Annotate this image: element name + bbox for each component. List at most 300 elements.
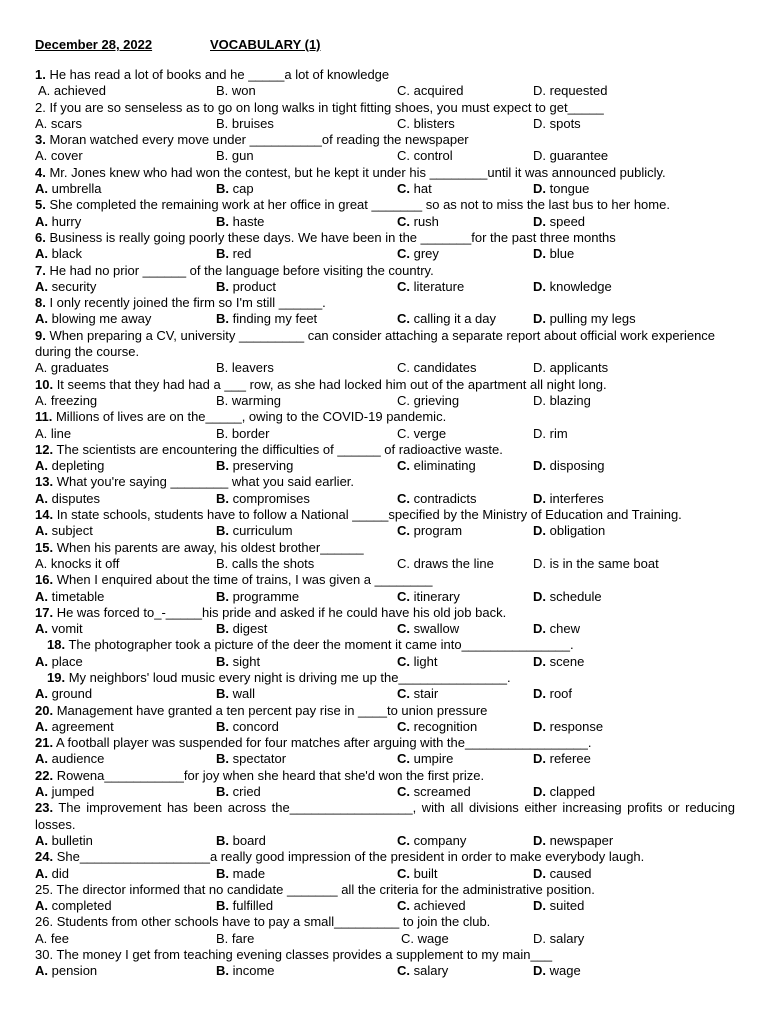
option-text: pension (48, 963, 98, 979)
question-text: The scientists are encountering the difficulties of ______ of radioactive waste. (53, 441, 503, 457)
answer-option (397, 458, 476, 474)
option-letter: A. (35, 588, 48, 604)
option-text: made (229, 865, 266, 881)
option-text: disputes (48, 490, 101, 506)
question-text: I only recently joined the firm so I'm still ______. (45, 295, 326, 311)
question-text: When I enquired about the time of trains, I was given a ________ (53, 572, 433, 588)
question-stem (35, 914, 735, 930)
answer-option (533, 589, 602, 605)
question-number: 12. (35, 441, 54, 457)
option-letter: B. (216, 686, 229, 702)
option-letter: C. (397, 311, 410, 327)
question-number: 26. (35, 914, 54, 930)
answer-option (397, 83, 463, 99)
answer-options (35, 246, 735, 262)
answer-options (35, 491, 735, 507)
option-letter: A. (35, 930, 48, 946)
option-letter: D. (533, 653, 546, 669)
question-number: 3. (35, 132, 46, 148)
answer-option (533, 556, 659, 572)
answer-option (216, 589, 299, 605)
answer-option (216, 719, 279, 735)
option-letter: A. (35, 686, 48, 702)
option-text: hurry (48, 213, 82, 229)
option-letter: B. (216, 83, 229, 99)
option-letter: A. (35, 523, 48, 539)
option-letter: C. (397, 360, 410, 376)
question-number: 23. (35, 800, 54, 816)
option-letter: D. (533, 392, 546, 408)
question-number: 5. (35, 197, 46, 213)
answer-option (35, 246, 82, 262)
question-stem (35, 670, 735, 686)
question-text: Moran watched every move under __________of reading the newspaper (45, 132, 469, 148)
answer-options (35, 426, 735, 442)
option-text: timetable (48, 588, 105, 604)
answer-option (216, 866, 265, 882)
option-letter: D. (533, 865, 546, 881)
answer-option (533, 279, 612, 295)
option-letter: B. (216, 523, 229, 539)
option-text: applicants (546, 360, 609, 376)
answer-option (35, 686, 92, 702)
option-letter: D. (533, 832, 546, 848)
option-letter: A. (35, 784, 48, 800)
option-text: fee (47, 930, 69, 946)
option-letter: D. (533, 425, 546, 441)
question-number: 1. (35, 67, 46, 82)
option-letter: C. (397, 490, 410, 506)
option-letter: C. (397, 653, 410, 669)
question-stem (35, 703, 735, 719)
option-text: did (48, 865, 69, 881)
option-text: clapped (546, 784, 596, 800)
question-number: 8. (35, 295, 46, 311)
option-letter: B. (216, 751, 229, 767)
option-text: rim (546, 425, 568, 441)
option-text: umpire (410, 751, 454, 767)
option-letter: B. (216, 588, 229, 604)
answer-option (35, 491, 100, 507)
question-text: The photographer took a picture of the deer the moment it came into_______________. (65, 637, 574, 653)
question-stem (35, 507, 735, 523)
option-letter: C. (397, 523, 410, 539)
option-letter: A. (35, 425, 48, 441)
option-text: verge (410, 425, 447, 441)
option-text: cried (229, 784, 261, 800)
answer-option (397, 751, 453, 767)
option-text: calling it a day (410, 311, 496, 327)
answer-option (35, 116, 82, 132)
answer-options (35, 214, 735, 230)
option-letter: A. (35, 458, 48, 474)
answer-options (35, 458, 735, 474)
question-stem (35, 100, 735, 116)
answer-option (216, 654, 260, 670)
question-stem (35, 768, 735, 784)
option-text: literature (410, 278, 465, 294)
answer-option (216, 491, 310, 507)
question-text: Management have granted a ten percent pay rise in ____to union pressure (53, 702, 488, 718)
answer-option (397, 426, 446, 442)
answer-options (35, 621, 735, 637)
option-text: blisters (410, 115, 455, 131)
question-list (35, 67, 735, 980)
answer-options (35, 116, 735, 132)
question-text: Rowena___________for joy when she heard that she'd won the first prize. (53, 767, 485, 783)
option-text: salary (546, 930, 585, 946)
answer-option (216, 181, 254, 197)
answer-options (35, 589, 735, 605)
option-letter: C. (397, 718, 410, 734)
option-text: security (48, 278, 97, 294)
option-text: umbrella (48, 181, 102, 197)
option-letter: B. (216, 115, 229, 131)
option-text: roof (546, 686, 573, 702)
option-text: spots (546, 115, 581, 131)
option-letter: A. (35, 490, 48, 506)
option-text: screamed (410, 784, 471, 800)
option-letter: A. (35, 963, 48, 979)
question-text: Millions of lives are on the_____, owing to the COVID-19 pandemic. (52, 409, 447, 425)
option-letter: A. (35, 115, 48, 131)
question-stem (35, 637, 735, 653)
option-letter: A. (35, 181, 48, 197)
option-text: blue (546, 246, 575, 262)
answer-option (397, 719, 477, 735)
answer-option (38, 83, 106, 99)
option-letter: D. (533, 523, 546, 539)
question-number: 2. (35, 99, 46, 115)
answer-option (216, 360, 274, 376)
option-text: fare (228, 930, 255, 946)
answer-option (533, 654, 584, 670)
option-text: jumped (48, 784, 95, 800)
answer-option (397, 279, 464, 295)
option-text: curriculum (229, 523, 293, 539)
option-text: company (410, 832, 467, 848)
option-letter: D. (533, 621, 546, 637)
option-text: scars (47, 115, 82, 131)
answer-options (35, 311, 735, 327)
question-number: 6. (35, 229, 46, 245)
answer-option (216, 931, 254, 947)
option-letter: B. (216, 360, 229, 376)
option-text: grey (410, 246, 439, 262)
answer-options (35, 279, 735, 295)
option-letter: D. (533, 686, 546, 702)
option-letter: A. (35, 555, 48, 571)
answer-option (35, 311, 151, 327)
option-text: agreement (48, 718, 114, 734)
answer-option (533, 784, 595, 800)
option-letter: D. (533, 213, 546, 229)
option-letter: D. (533, 148, 546, 164)
option-text: completed (48, 898, 112, 914)
question-text: She completed the remaining work at her office in great _______ so as not to miss the last bus to her home. (45, 197, 670, 213)
option-text: ground (48, 686, 93, 702)
answer-option (216, 898, 273, 914)
answer-option (533, 931, 584, 947)
option-text: stair (410, 686, 439, 702)
option-letter: D. (533, 898, 546, 914)
answer-option (216, 148, 254, 164)
option-letter: C. (397, 751, 410, 767)
option-text: leavers (228, 360, 274, 376)
answer-option (533, 963, 581, 979)
question-text: It seems that they had had a ___ row, as she had locked him out of the apartment all night long. (53, 376, 607, 392)
answer-options (35, 148, 735, 164)
answer-options (35, 523, 735, 539)
option-letter: B. (216, 181, 229, 197)
option-letter: B. (216, 213, 229, 229)
answer-options (35, 393, 735, 409)
option-letter: A. (35, 148, 48, 164)
answer-option (35, 621, 83, 637)
answer-option (533, 116, 581, 132)
question-text: In state schools, students have to follow a National _____specified by the Ministry of Education and Training. (53, 507, 682, 523)
answer-option (397, 556, 494, 572)
option-text: guarantee (546, 148, 609, 164)
option-text: cap (229, 181, 254, 197)
answer-option (533, 148, 608, 164)
answer-options (35, 654, 735, 670)
question-number: 17. (35, 604, 54, 620)
answer-option (35, 654, 83, 670)
question-text: What you're saying ________ what you said earlier. (53, 474, 355, 490)
option-letter: B. (216, 930, 229, 946)
answer-option (35, 751, 104, 767)
option-text: recognition (410, 718, 478, 734)
option-letter: B. (216, 718, 229, 734)
option-letter: D. (533, 588, 546, 604)
answer-options (35, 898, 735, 914)
answer-option (533, 214, 585, 230)
option-text: itinerary (410, 588, 460, 604)
option-letter: B. (216, 898, 229, 914)
answer-option (35, 833, 93, 849)
question-number: 10. (35, 376, 54, 392)
answer-options (35, 931, 735, 947)
answer-option (35, 458, 104, 474)
question-text: Students from other schools have to pay a small_________ to join the club. (53, 914, 491, 930)
option-text: spectator (229, 751, 287, 767)
option-text: speed (546, 213, 586, 229)
option-letter: D. (533, 115, 546, 131)
question-number: 14. (35, 507, 54, 523)
answer-options (35, 963, 735, 979)
answer-option (216, 784, 261, 800)
header-title: VOCABULARY (1) (210, 37, 321, 52)
option-letter: B. (216, 653, 229, 669)
option-letter: D. (533, 278, 546, 294)
question-stem (35, 295, 735, 311)
answer-option (397, 866, 437, 882)
question-number: 7. (35, 262, 46, 278)
answer-option (35, 931, 69, 947)
option-text: fulfilled (229, 898, 274, 914)
question-stem (35, 377, 735, 393)
option-text: referee (546, 751, 591, 767)
answer-option (35, 181, 101, 197)
option-letter: D. (533, 930, 546, 946)
option-text: is in the same boat (546, 555, 659, 571)
option-letter: D. (533, 246, 546, 262)
question-stem (35, 735, 735, 751)
option-text: audience (48, 751, 105, 767)
option-letter: B. (216, 458, 229, 474)
option-letter: A. (35, 311, 48, 327)
answer-options (35, 833, 735, 849)
option-text: acquired (410, 83, 464, 99)
answer-option (533, 866, 592, 882)
option-text: newspaper (546, 832, 614, 848)
option-letter: D. (533, 490, 546, 506)
option-text: red (229, 246, 252, 262)
option-letter: C. (397, 115, 410, 131)
question-text: If you are so senseless as to go on long walks in tight fitting shoes, you must expect to get_____ (45, 99, 604, 115)
question-stem (35, 263, 735, 279)
option-text: blowing me away (48, 311, 152, 327)
question-text: The director informed that no candidate _______ all the criteria for the administrative position. (53, 881, 595, 897)
option-text: salary (410, 963, 449, 979)
answer-option (216, 214, 264, 230)
question-stem (35, 132, 735, 148)
option-text: wall (229, 686, 256, 702)
option-letter: D. (533, 718, 546, 734)
answer-option (397, 621, 459, 637)
answer-option (533, 458, 605, 474)
question-text: When his parents are away, his oldest brother______ (53, 539, 364, 555)
question-stem (35, 197, 735, 213)
option-letter: B. (216, 963, 229, 979)
option-text: contradicts (410, 490, 477, 506)
question-stem (35, 165, 735, 181)
question-number: 22. (35, 767, 54, 783)
question-text: Mr. Jones knew who had won the contest, but he kept it under his ________until it was announced publicly. (45, 164, 666, 180)
answer-option (533, 686, 572, 702)
answer-option (397, 246, 439, 262)
question-text: He had no prior ______ of the language before visiting the country. (45, 262, 434, 278)
answer-option (216, 833, 266, 849)
question-text: When preparing a CV, university _________ can consider attaching a separate report about official work experience during the course. (35, 327, 716, 360)
option-letter: C. (397, 963, 410, 979)
question-stem (35, 572, 735, 588)
option-letter: D. (533, 83, 546, 99)
question-stem (35, 849, 735, 865)
answer-option (35, 589, 104, 605)
question-number: 4. (35, 164, 46, 180)
option-text: schedule (546, 588, 602, 604)
question-number: 9. (35, 327, 46, 343)
option-letter: C. (397, 181, 410, 197)
option-letter: C. (397, 278, 410, 294)
option-letter: A. (35, 246, 48, 262)
option-text: pulling my legs (546, 311, 636, 327)
option-letter: C. (397, 898, 410, 914)
answer-option (216, 426, 270, 442)
option-letter: C. (397, 458, 410, 474)
answer-option (35, 360, 109, 376)
answer-option (397, 686, 438, 702)
question-number: 30. (35, 947, 54, 963)
answer-option (216, 279, 276, 295)
option-letter: A. (35, 751, 48, 767)
question-number: 25. (35, 881, 54, 897)
answer-option (216, 246, 251, 262)
answer-option (533, 181, 589, 197)
answer-option (35, 214, 81, 230)
answer-option (35, 426, 71, 442)
option-text: knocks it off (47, 555, 120, 571)
option-letter: D. (533, 360, 546, 376)
option-text: bulletin (48, 832, 93, 848)
answer-options (35, 556, 735, 572)
answer-option (397, 148, 453, 164)
option-letter: C. (397, 555, 410, 571)
option-letter: A. (35, 832, 48, 848)
answer-option (397, 784, 471, 800)
question-text: Business is really going poorly these days. We have been in the _______for the past three months (45, 229, 616, 245)
option-text: income (229, 963, 275, 979)
option-letter: B. (216, 621, 229, 637)
answer-option (216, 458, 293, 474)
option-text: digest (229, 621, 268, 637)
answer-option (533, 83, 607, 99)
answer-option (35, 866, 69, 882)
question-text: The money I get from teaching evening classes provides a supplement to my main___ (53, 947, 553, 963)
answer-options (35, 181, 735, 197)
answer-option (533, 246, 574, 262)
answer-option (397, 311, 496, 327)
answer-option (533, 426, 568, 442)
option-text: subject (48, 523, 93, 539)
question-number: 21. (35, 735, 54, 751)
answer-option (533, 311, 636, 327)
option-letter: A. (35, 621, 48, 637)
header-date: December 28, 2022 (35, 37, 153, 52)
option-letter: C. (401, 930, 414, 946)
answer-options (35, 751, 735, 767)
answer-option (216, 556, 314, 572)
option-text: obligation (546, 523, 606, 539)
question-number: 18. (47, 637, 66, 653)
answer-option (533, 393, 591, 409)
option-letter: B. (216, 865, 229, 881)
option-letter: B. (216, 311, 229, 327)
question-stem (35, 947, 735, 963)
option-letter: C. (397, 784, 410, 800)
option-letter: C. (397, 686, 410, 702)
answer-option (533, 719, 603, 735)
option-text: line (47, 425, 72, 441)
answer-option (397, 360, 477, 376)
answer-option (216, 751, 286, 767)
option-text: place (48, 653, 83, 669)
answer-option (35, 719, 114, 735)
option-letter: D. (533, 963, 546, 979)
option-text: vomit (48, 621, 83, 637)
question-stem (35, 605, 735, 621)
option-letter: D. (533, 311, 546, 327)
option-text: swallow (410, 621, 460, 637)
answer-options (35, 784, 735, 800)
answer-options (35, 686, 735, 702)
option-text: suited (546, 898, 585, 914)
option-text: control (410, 148, 453, 164)
answer-option (397, 491, 476, 507)
answer-option (397, 214, 439, 230)
